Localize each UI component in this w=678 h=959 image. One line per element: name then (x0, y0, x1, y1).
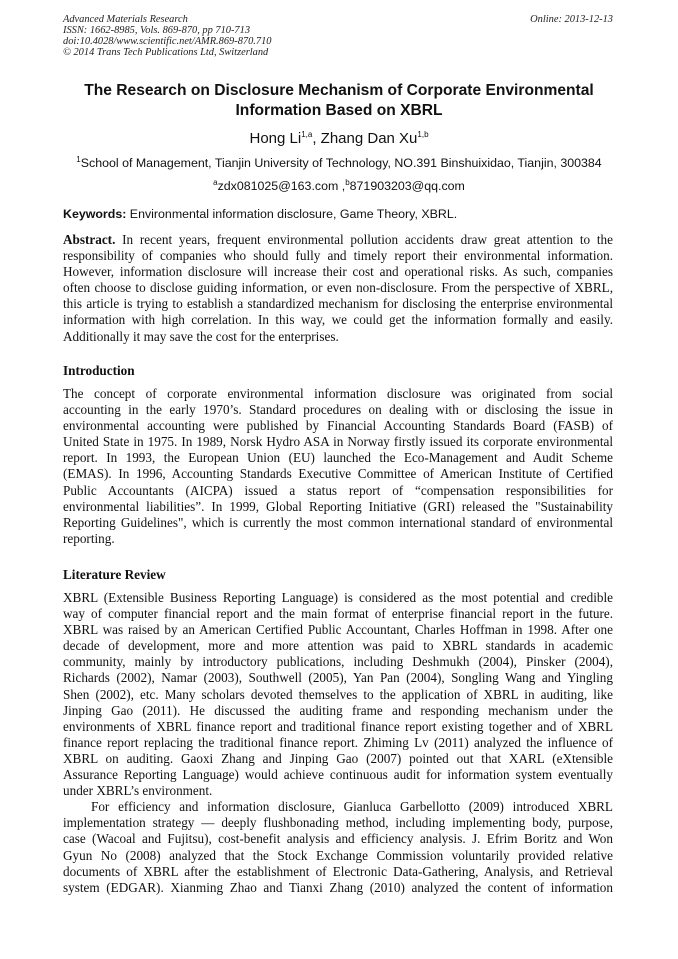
emails (0, 178, 678, 194)
title-line: The Research on Disclosure Mechanism of Corporate Environmental (84, 82, 594, 99)
text-line: Richards (2002), Namar (2003), Southwell (2005), Yan Pan (2004), Songling Wang and Yingling (63, 670, 613, 686)
text-line: documents of XBRL after the establishment of Electronic Data-Gathering, Analysis, and Retrieval (63, 863, 613, 879)
text-line: this article is trying to establish a standardized mechanism for disclosing the enterprise environmental (63, 296, 613, 312)
text-line: XBRL (Extensible Business Reporting Language) is considered as the most potential and credible (63, 590, 613, 605)
text-line: community, mainly by introductory publications, including Deshmukh (2004), Pinsker (2004), (63, 654, 613, 670)
affiliation-sup: 1 (76, 154, 81, 164)
journal-name: Advanced Materials Research (63, 14, 188, 25)
text-line: way of computer financial report and the main format of enterprise financial report in the future. (63, 606, 613, 622)
author-sup: 1,a (301, 130, 313, 139)
online-date: Online: 2013-12-13 (530, 14, 613, 25)
text-line: Public Accountants (AICPA) issued a status report of “compensation responsibilities for (63, 482, 613, 498)
journal-header (63, 14, 271, 58)
introduction-heading: Introduction (63, 363, 135, 378)
text-line (63, 232, 613, 248)
text-line: environmental accounting were published by Financial Accounting Standards Board (FASB) of (63, 418, 613, 434)
text-line: under XBRL’s environment. (63, 783, 213, 799)
affiliation (0, 155, 678, 171)
text-line: environments of XBRL finance report and traditional finance report existing together and of XBRL (63, 718, 613, 734)
email-separator: , (338, 179, 346, 193)
keywords (63, 206, 457, 222)
keywords-text: Environmental information disclosure, Game Theory, XBRL. (126, 207, 458, 221)
author-separator: , (312, 130, 321, 147)
introduction-body (63, 386, 613, 547)
text-line: report. In 1993, the European Union (EU) launched the Eco-Management and Audit Scheme (63, 450, 613, 466)
text-line: Reporting Guidelines", which is currently the most common international standard of environmental (63, 514, 613, 530)
text-line: XBRL was raised by an American Certified Public Accountant, Charles Hoffman in 1998. After one (63, 622, 613, 638)
text-line: finance report replacing the traditional finance report. Zhiming Lv (2011) analyzed the influence of (63, 734, 613, 750)
affiliation-text: School of Management, Tianjin University of Technology, NO.391 Binshuixidao, Tianjin, 300384 (80, 156, 602, 170)
text-line: However, information disclosure will increase their cost and operational risks. As such, companies (63, 264, 613, 280)
text-line: case (Wacoal and Fujitsu), cost-benefit analysis and efficiency analysis. J. Efrim Boritz and Won (63, 831, 613, 847)
text-line: accounting in the early 1970’s. Standard procedures on dealing with or disclosing the issue in (63, 402, 613, 418)
text-line: reporting. (63, 530, 115, 546)
text-line: For efficiency and information disclosure, Gianluca Garbellotto (2009) introduced XBRL (91, 799, 613, 815)
text-line: often choose to disclose guiding information, or even non-disclosure. From the perspective of XBRL, (63, 280, 613, 296)
copyright: © 2014 Trans Tech Publications Ltd, Switzerland (63, 47, 269, 58)
abstract-text: In recent years, frequent environmental pollution accidents draw great attention to the (115, 232, 613, 247)
text-line: United State in 1975. In 1989, Norsk Hydro ASA in Norway firstly issued its corporate environmental (63, 434, 613, 450)
email: 871903203@qq.com (349, 179, 465, 193)
author-name: Hong Li (249, 130, 302, 147)
text-line: decade of development, more and more attention was paid to XBRL standards in academic (63, 638, 613, 654)
text-line: implementation strategy — deeply flushbonading method, including implementing body, purpose, (63, 815, 613, 831)
literature-review-body (63, 590, 613, 896)
title-line: Information Based on XBRL (235, 102, 443, 119)
text-line: responsibility of companies who should fully and timely report their environmental information. (63, 248, 613, 264)
text-line: The concept of corporate environmental information disclosure was originated from social (63, 386, 613, 401)
author-sup: 1,b (417, 130, 429, 139)
text-line: (EMAS). In 1996, Accounting Standards Executive Committee of American Institute of Certified (63, 466, 613, 482)
text-line: Jinping Gao (2011). He discussed the auditing frame and responding mechanism under the (63, 702, 613, 718)
authors (0, 130, 678, 148)
doi: doi:10.4028/www.scientific.net/AMR.869-870.710 (63, 36, 272, 47)
email: zdx081025@163.com (217, 179, 339, 193)
abstract-label: Abstract. (63, 232, 116, 247)
abstract (63, 232, 613, 345)
text-line: information with high correlation. In this way, we could get the information formally and easily. (63, 312, 613, 328)
keywords-label: Keywords: (63, 207, 127, 221)
text-line: Gyun No (2008) analyzed that the Stock Exchange Commission voluntarily provided relative (63, 847, 613, 863)
email-sup: a (213, 177, 218, 187)
text-line: Shen (2002), etc. Many scholars devoted themselves to the application of XBRL in auditing, like (63, 686, 613, 702)
issn: ISSN: 1662-8985, Vols. 869-870, pp 710-713 (63, 25, 251, 36)
text-line: environmental liabilities”. In 1999, Global Reporting Initiative (GRI) released the "Sustainability (63, 498, 613, 514)
literature-review-heading: Literature Review (63, 567, 166, 582)
text-line: Additionally it may save the cost for the enterprises. (63, 328, 339, 344)
text-line: XBRL on auditing. Gaoxi Zhang and Jinping Gao (2007) pointed out that XARL (eXtensible (63, 750, 613, 766)
text-line: system (EDGAR). Xianming Zhao and Tianxi Zhang (2010) analyzed the content of information (63, 879, 613, 895)
paper-title (0, 81, 678, 121)
email-sup: b (345, 177, 350, 187)
author-name: Zhang Dan Xu (320, 130, 418, 147)
text-line: Assurance Reporting Language) would achieve continuous audit for information system eventually (63, 767, 613, 783)
